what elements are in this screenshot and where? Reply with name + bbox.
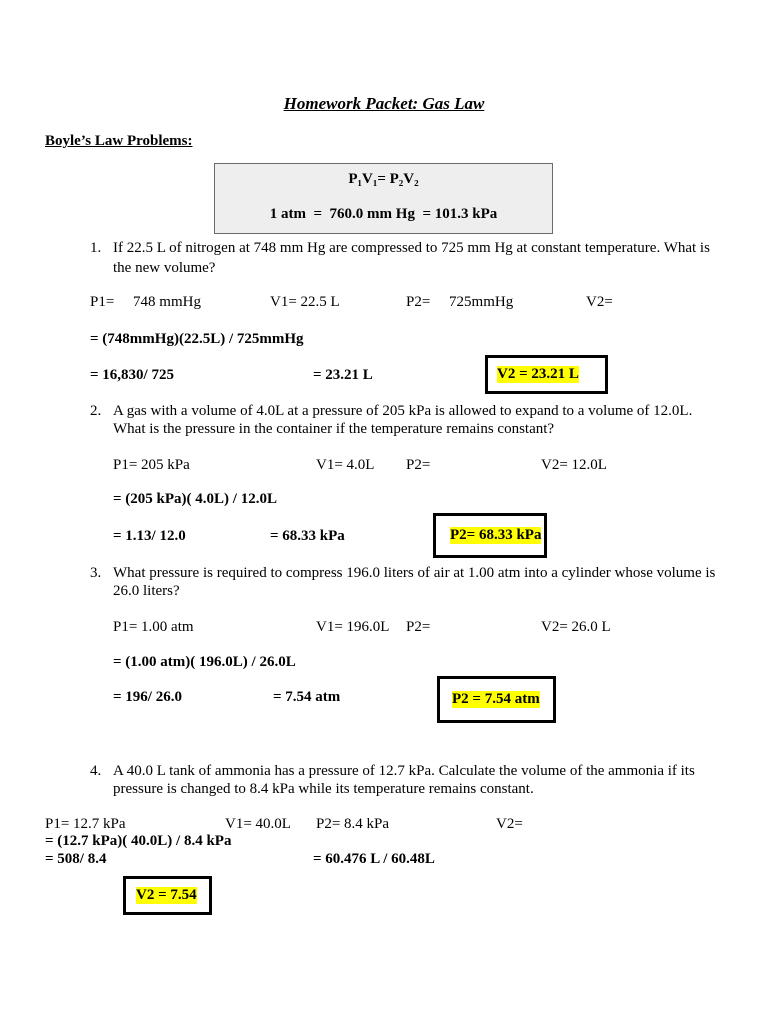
work-result: = 68.33 kPa [270,528,345,544]
problem-number: 2. [90,403,102,419]
problem-number: 3. [90,565,102,581]
given-v1: V1= 22.5 L [270,294,340,310]
boyles-law-equation: P₁V₁= P₂V₂ [348,171,419,187]
given-p1: P1= 748 mmHg [90,294,201,310]
given-p1: P1= 205 kPa [113,457,190,473]
given-v1: V1= 196.0L [316,619,390,635]
highlighted-answer: V2 = 7.54 [136,887,197,903]
answer-box [437,676,556,723]
given-p2: P2= [406,619,431,635]
problem-number: 1. [90,240,102,256]
pressure-conversion: 1 atm = 760.0 mm Hg = 101.3 kPa [269,206,498,222]
work-result: = 60.476 L / 60.48L [313,851,435,867]
question-line: A 40.0 L tank of ammonia has a pressure of 12.7 kPa. Calculate the volume of the ammonia if its [113,763,695,779]
answer-box [123,876,212,915]
highlighted-answer: P2= 68.33 kPa [450,527,542,543]
work-line: = (748mmHg)(22.5L) / 725mmHg [90,331,304,347]
work-line: = (1.00 atm)( 196.0L) / 26.0L [113,654,296,670]
question-line: What pressure is required to compress 196.0 liters of air at 1.00 atm into a cylinder whose volume is [113,565,716,581]
work-line: = 196/ 26.0 [113,689,182,705]
given-v2: V2= 26.0 L [541,619,611,635]
work-line: = (12.7 kPa)( 40.0L) / 8.4 kPa [45,833,232,849]
work-line: = 508/ 8.4 [45,851,107,867]
formula-box [214,163,553,234]
given-p2: P2= [406,457,431,473]
given-p2: P2= 725mmHg [406,294,514,310]
question-line: What is the pressure in the container if the temperature remains constant? [113,421,555,437]
question-line: the new volume? [113,260,216,276]
work-result: = 23.21 L [313,367,373,383]
answer-box [485,355,608,394]
answer-box [433,513,547,558]
given-v2: V2= 12.0L [541,457,607,473]
section-heading: Boyle’s Law Problems: [45,133,193,149]
given-v1: V1= 40.0L [225,816,291,832]
work-result: = 7.54 atm [273,689,341,705]
given-p1: P1= 1.00 atm [113,619,194,635]
given-p2: P2= 8.4 kPa [316,816,390,832]
question-line: A gas with a volume of 4.0L at a pressure of 205 kPa is allowed to expand to a volume of 12.0L. [113,403,693,419]
problem-number: 4. [90,763,102,779]
highlighted-answer: V2 = 23.21 L [497,366,579,382]
given-v1: V1= 4.0L [316,457,375,473]
document-title: Homework Packet: Gas Law [283,94,485,113]
question-line: 26.0 liters? [113,583,180,599]
work-line: = 1.13/ 12.0 [113,528,186,544]
given-p1: P1= 12.7 kPa [45,816,126,832]
given-v2: V2= [496,816,523,832]
highlighted-answer: P2 = 7.54 atm [452,691,540,707]
question-line: If 22.5 L of nitrogen at 748 mm Hg are compressed to 725 mm Hg at constant temperature. What is [113,240,710,256]
question-line: pressure is changed to 8.4 kPa while its temperature remains constant. [113,781,534,797]
given-v2: V2= [586,294,613,310]
work-line: = 16,830/ 725 [90,367,174,383]
work-line: = (205 kPa)( 4.0L) / 12.0L [113,491,277,507]
